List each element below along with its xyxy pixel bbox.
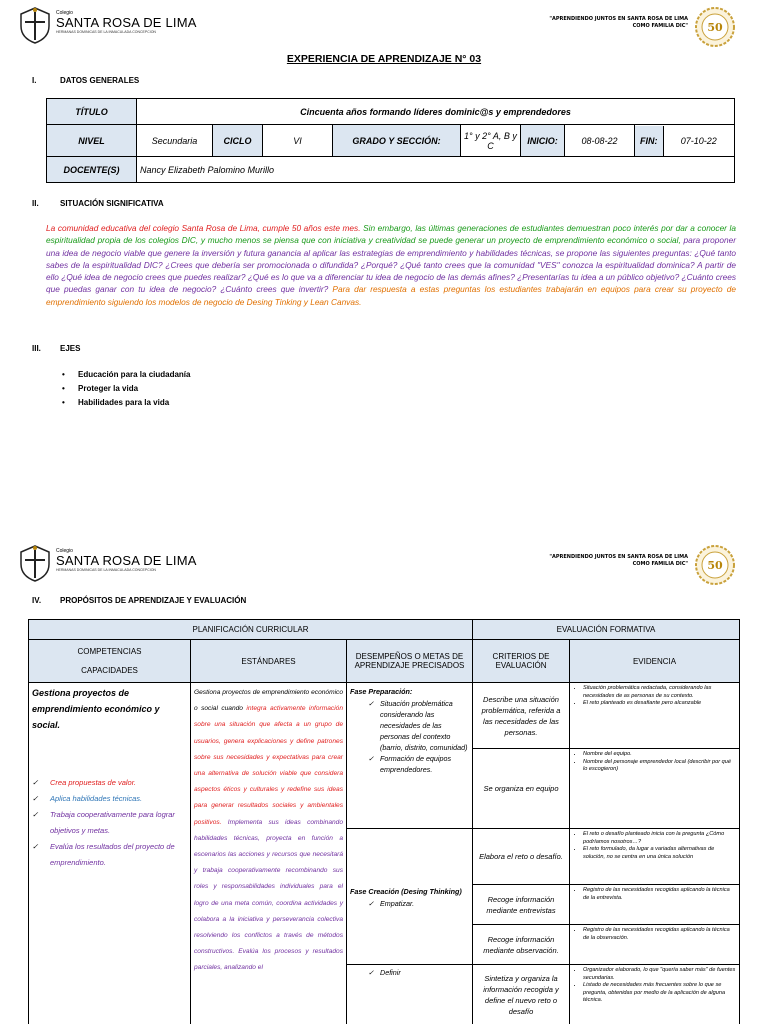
page-header bbox=[18, 544, 738, 584]
criterio-cell: Sintetiza y organiza la información recogida y define el nuevo reto o desafío bbox=[473, 965, 570, 1024]
docente-label: DOCENTE(S) bbox=[47, 157, 137, 183]
capacidades-list bbox=[32, 775, 187, 871]
estandar-purple: Implementa sus ideas combinando habilidades técnicas, proyecta en función a escenarios las acciones y recursos que necesitará y trabaja cooperativamente recombinando sus roles y responsabilidades individuales para el logro de una meta común, coordina actividades y colabora a la iniciativa y perseverancia colectiva resolviendo los conflictos a través de métodos constructivos. Evalúa los procesos y resultados parciales, analizando el bbox=[194, 818, 343, 972]
evidencia-cell bbox=[570, 885, 740, 925]
fase-preparacion-title: Fase Preparación: bbox=[350, 687, 413, 696]
grado-value: 1° y 2° A, B y C bbox=[461, 125, 521, 157]
capacidad-item: ✓ Crea propuestas de valor. bbox=[32, 775, 187, 791]
evidencia-item: • Situación problemática redactada, considerando las necesidades de as personas de su contexto. bbox=[583, 685, 736, 700]
evidencia-item: • Registro de las necesidades recogidas aplicando la técnica de la observación. bbox=[583, 927, 736, 942]
seal-number: 50 bbox=[707, 559, 723, 572]
section-4-heading bbox=[32, 596, 246, 605]
eje-item: • Proteger la vida bbox=[62, 382, 190, 396]
capacidad-item: ✓ Trabaja cooperativamente para lograr objetivos y metas. bbox=[32, 807, 187, 839]
section-1-heading bbox=[32, 76, 139, 85]
desempeno-creacion bbox=[347, 829, 473, 965]
motto bbox=[549, 16, 688, 30]
eje-item: • Habilidades para la vida bbox=[62, 396, 190, 410]
situacion-orange: Para dar respuesta a estas preguntas los estudiantes trabajarán en equipos para crear su proyecto de emprendimiento siguiendo los modelos de negocio de Desing Tinking y Lean Canvas. bbox=[46, 284, 736, 307]
page-header bbox=[18, 6, 738, 46]
eje-item: • Educación para la ciudadanía bbox=[62, 368, 190, 382]
criterio-cell: Se organiza en equipo bbox=[473, 749, 570, 829]
situacion-paragraph bbox=[46, 222, 736, 308]
fin-value: 07-10-22 bbox=[680, 135, 717, 146]
page-2 bbox=[0, 538, 768, 1024]
school-name-block bbox=[56, 548, 197, 573]
section-4-number: IV. bbox=[32, 596, 42, 605]
evidencia-item: • Nombre del personaje emprendedor local (describir por qué lo escogieron) bbox=[583, 759, 736, 774]
grado-label: GRADO Y SECCIÓN: bbox=[333, 125, 461, 157]
evidencia-cell bbox=[570, 683, 740, 749]
competencia-cell bbox=[29, 683, 191, 1024]
seal-number: 50 bbox=[707, 21, 723, 34]
criterio-cell: Describe una situación problemática, referida a las necesidades de las personas. bbox=[473, 683, 570, 749]
school-name: SANTA ROSA DE LIMA bbox=[56, 553, 197, 568]
criterio-cell: Recoge información mediante observación. bbox=[473, 925, 570, 965]
estandar-cell bbox=[191, 683, 347, 1024]
planificacion-header: PLANIFICACIÓN CURRICULAR bbox=[29, 620, 473, 640]
general-data-table bbox=[46, 98, 735, 183]
criterio-cell: Elabora el reto o desafío. bbox=[473, 829, 570, 885]
docente-value: Nancy Elizabeth Palomino Murillo bbox=[137, 157, 735, 183]
desempeno-item: ✓ Situación problemática considerando las necesidades de las personas del contexto (barrio, distrito, comunidad) bbox=[368, 698, 469, 753]
nivel-value: Secundaria bbox=[137, 125, 213, 157]
fase-creacion-title: Fase Creación (Desing Thinking) bbox=[350, 886, 462, 896]
school-prefix: Colegio bbox=[56, 10, 73, 16]
col-competencias bbox=[29, 640, 191, 683]
inicio-value: 08-08-22 bbox=[565, 125, 635, 157]
school-tagline: HERMANAS DOMINICAS DE LA INMACULADA CONCEPCION bbox=[56, 30, 156, 34]
capacidad-item: ✓ Evalúa los resultados del proyecto de emprendimiento. bbox=[32, 839, 187, 871]
section-4-label: PROPÓSITOS DE APRENDIZAJE Y EVALUACIÓN bbox=[60, 596, 247, 605]
ciclo-value: VI bbox=[263, 125, 333, 157]
desempeno-definir bbox=[347, 965, 473, 1024]
evidencia-item: • Listado de necesidades más frecuentes sobre lo que se pregunta, obtenidas por medio de la aplicación de alguna técnica. bbox=[583, 982, 736, 1005]
fin-cell bbox=[635, 125, 735, 157]
evidencia-item: • El reto formulado, da lugar a variadas alternativas de solución, no se centra en una única solución bbox=[583, 846, 736, 861]
competencia-title: Gestiona proyectos de emprendimiento económico y social. bbox=[32, 688, 160, 730]
ejes-list bbox=[62, 368, 190, 410]
motto-line-1: "APRENDIENDO JUNTOS EN SANTA ROSA DE LIMA bbox=[549, 554, 688, 560]
section-3-label: EJES bbox=[60, 344, 81, 353]
nivel-label: NIVEL bbox=[47, 125, 137, 157]
estandar-red: integra activamente información sobre una situación que afecta a un grupo de usuarios, genera explicaciones y define patrones sobre sus necesidades y expectativas para crear una alternativa de solución viable que considera aspectos éticos y culturales y redefine sus ideas para generar resultados sociales y ambientales positivos. bbox=[194, 705, 344, 826]
section-2-label: SITUACIÓN SIGNIFICATIVA bbox=[60, 199, 164, 208]
criterio-cell: Recoge información mediante entrevistas bbox=[473, 885, 570, 925]
document-title: EXPERIENCIA DE APRENDIZAJE N° 03 bbox=[286, 53, 482, 65]
school-name: SANTA ROSA DE LIMA bbox=[56, 15, 197, 30]
evidencia-cell bbox=[570, 829, 740, 885]
col-desempenos: DESEMPEÑOS O METAS DE APRENDIZAJE PRECISADOS bbox=[347, 640, 473, 683]
capacidad-item: ✓ Aplica habilidades técnicas. bbox=[32, 791, 187, 807]
motto bbox=[549, 554, 688, 568]
evidencia-item: • Registro de las necesidades recogidas aplicando la técnica de la entrevista. bbox=[583, 887, 736, 902]
section-1-label: DATOS GENERALES bbox=[60, 76, 140, 85]
desempeno-item: ✓ Empatizar. bbox=[368, 898, 469, 909]
desempeno-item: ✓ Formación de equipos emprendedores. bbox=[368, 753, 469, 775]
inicio-label: INICIO: bbox=[521, 125, 565, 157]
section-1-number: I. bbox=[32, 76, 37, 85]
ciclo-label: CICLO bbox=[213, 125, 263, 157]
situacion-purple: para proponer una idea de negocio viable que genere la inversión y futura ganancia al aplicar las estrategias de emprendimiento y habilidades técnicas, se propone las siguientes preguntas: ¿Qué tanto sabes de la espiritualidad DIC? ¿Crees que debería ser promocionada o difundida? ¿Porqué? ¿Qué tanto crees que la comunidad "VES" conozca la espiritualidad dominica? A partir de ello ¿Qué idea de negocio crees que puedes realizar? ¿Qué es lo que va a diferenciar tu idea de negocio de las demás afines? ¿Presentarías tu idea a un público objetivo? ¿Cuánto crees que puedas ganar con tu idea de negocio? ¿Cuánto crees que invertir? bbox=[46, 235, 736, 295]
estandar-intro: Gestiona proyectos de emprendimiento económico o social cuando bbox=[194, 689, 343, 713]
anniversary-seal-icon bbox=[694, 544, 736, 586]
school-tagline: HERMANAS DOMINICAS DE LA INMACULADA CONCEPCION bbox=[56, 568, 156, 572]
evidencia-item: • Nombre del equipo. bbox=[583, 751, 736, 759]
evidencia-item: • El reto planteado es desafiante pero alcanzable bbox=[583, 700, 736, 708]
evidencia-cell bbox=[570, 749, 740, 829]
col-competencias-line2: CAPACIDADES bbox=[81, 666, 138, 675]
planning-table bbox=[28, 619, 740, 1024]
evidencia-item: • Organizador elaborado, lo que "quería saber más" de fuentes secundarias. bbox=[583, 967, 736, 982]
situacion-green: Sin embargo, las últimas generaciones de estudiantes demuestran poco interés por dar a conocer la espiritualidad propia de los colegios DIC, y mucho menos se piensa que con iniciativa y creatividad se puede generar un proyecto de emprendimiento económico o social, bbox=[46, 223, 736, 246]
col-criterios: CRITERIOS DE EVALUACIÓN bbox=[473, 640, 570, 683]
situacion-red: La comunidad educativa del colegio Santa Rosa de Lima, cumple 50 años este mes. bbox=[46, 223, 361, 233]
titulo-label: TÍTULO bbox=[47, 99, 137, 125]
anniversary-seal-icon bbox=[694, 6, 736, 48]
desempeno-item: ✓ Definir bbox=[368, 967, 469, 978]
col-competencias-line1: COMPETENCIAS bbox=[77, 647, 142, 656]
evidencia-cell bbox=[570, 925, 740, 965]
col-estandares: ESTÁNDARES bbox=[191, 640, 347, 683]
school-shield-icon bbox=[18, 6, 52, 44]
section-2-heading bbox=[32, 199, 164, 208]
school-shield-icon bbox=[18, 544, 52, 582]
section-3-number: III. bbox=[32, 344, 41, 353]
motto-line-2: COMO FAMILIA DIC" bbox=[632, 561, 688, 567]
titulo-value: Cincuenta años formando líderes dominic@s y emprendedores bbox=[137, 99, 735, 125]
col-evidencia: EVIDENCIA bbox=[570, 640, 740, 683]
motto-line-2: COMO FAMILIA DIC" bbox=[632, 23, 688, 29]
school-name-block bbox=[56, 10, 197, 35]
desempeno-preparacion bbox=[347, 683, 473, 829]
evaluacion-header: EVALUACIÓN FORMATIVA bbox=[473, 620, 740, 640]
evidencia-cell bbox=[570, 965, 740, 1024]
section-3-heading bbox=[32, 344, 80, 353]
section-2-number: II. bbox=[32, 199, 39, 208]
evidencia-item: • El reto o desafío planteado inicia con la pregunta ¿Cómo podríamos nosotros…? bbox=[583, 831, 736, 846]
school-prefix: Colegio bbox=[56, 548, 73, 554]
motto-line-1: "APRENDIENDO JUNTOS EN SANTA ROSA DE LIMA bbox=[549, 16, 688, 22]
fin-label: FIN: bbox=[635, 126, 663, 156]
